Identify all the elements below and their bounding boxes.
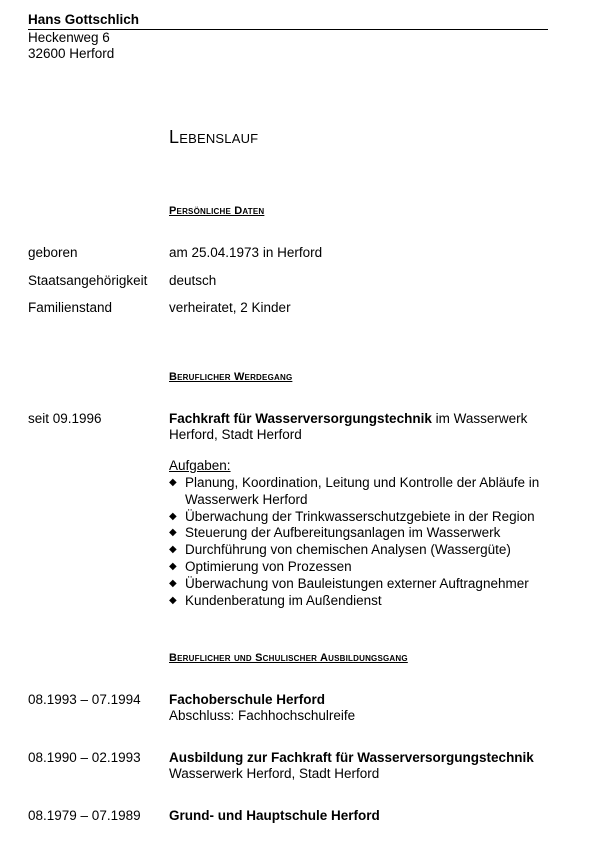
education-detail: Abschluss: Fachhochschulreife [169,708,356,723]
bullet-diamond-icon: ◆ [169,560,177,572]
personal-value-nationality: deutsch [169,273,217,288]
task-text: Überwachung von Bauleistungen externer Auftragnehmer [185,575,529,591]
bullet-diamond-icon: ◆ [169,544,177,556]
career-employer-line2: Herford, Stadt Herford [169,427,302,442]
bullet-diamond-icon: ◆ [169,477,177,488]
education-entry [169,750,534,782]
list-item [169,542,569,559]
career-tasks-list [169,475,569,609]
list-item [169,576,569,593]
personal-value-birth: am 25.04.1973 in Herford [169,245,323,260]
education-date: 08.1993 – 07.1994 [28,692,141,707]
career-tasks-label: Aufgaben: [169,458,231,473]
education-entry [169,808,380,824]
bullet-diamond-icon: ◆ [169,510,177,522]
personal-value-marital: verheiratet, 2 Kinder [169,300,291,315]
list-item [169,525,569,542]
career-employer-line1: im Wasserwerk [431,411,528,426]
education-title: Fachoberschule Herford [169,692,326,707]
list-item [169,475,569,509]
education-date: 08.1979 – 07.1989 [28,808,141,823]
career-position-line [169,411,569,427]
task-text-cont: Wasserwerk Herford [185,491,308,507]
task-text: Planung, Koordination, Leitung und Kontrolle der Abläufe in [185,475,540,490]
personal-label-birth: geboren [28,245,78,260]
personal-label-marital: Familienstand [28,300,113,315]
education-date: 08.1990 – 02.1993 [28,750,141,765]
personal-label-nationality: Staatsangehörigkeit [28,273,148,288]
education-title: Ausbildung zur Fachkraft für Wasserversorgungstechnik [169,750,534,765]
career-date: seit 09.1996 [28,411,102,426]
address-city: 32600 Herford [28,46,115,61]
career-tasks [169,458,569,609]
education-entry [169,692,355,724]
bullet-diamond-icon: ◆ [169,594,177,606]
address-street: Heckenweg 6 [28,30,110,45]
list-item [169,509,569,526]
author-name: Hans Gottschlich [28,12,140,27]
task-text: Steuerung der Aufbereitungsanlagen im Wasserwerk [185,525,501,541]
task-text: Durchführung von chemischen Analysen (Wassergüte) [185,542,511,558]
list-item [169,593,569,610]
task-text: Überwachung der Trinkwasserschutzgebiete in der Region [185,508,535,524]
education-title: Grund- und Hauptschule Herford [169,808,380,823]
list-item [169,559,569,576]
career-entry [169,411,569,443]
bullet-diamond-icon: ◆ [169,527,177,539]
section-career-heading: Beruflicher Werdegang [169,371,293,383]
section-education-heading: Beruflicher und Schulischer Ausbildungsgang [169,652,408,664]
task-text: Optimierung von Prozessen [185,558,352,574]
career-position: Fachkraft für Wasserversorgungstechnik [169,411,432,426]
bullet-diamond-icon: ◆ [169,577,177,589]
task-text: Kundenberatung im Außendienst [185,592,382,608]
education-detail: Wasserwerk Herford, Stadt Herford [169,766,380,781]
address [28,30,114,62]
page-title: Lebenslauf [169,127,259,147]
section-personal-heading: Persönliche Daten [169,205,265,217]
